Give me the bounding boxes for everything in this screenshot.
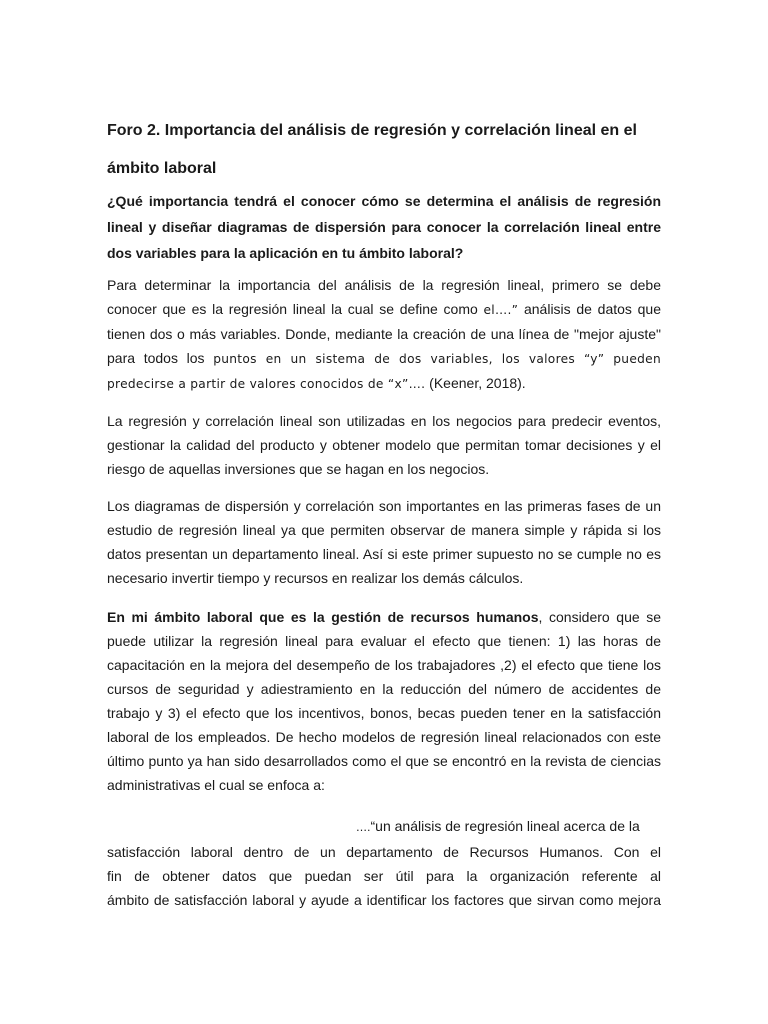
quote-line: ámbito de satisfacción laboral y ayude a identificar los factores que sirvan como mejora	[107, 892, 661, 908]
paragraph-definition-text-b: el….”	[483, 303, 519, 317]
paragraph-definition-text-a: Para determinar la importancia del análisis de la regresión lineal, primero se debe conocer que es la regresión lineal la cual se define como	[107, 277, 661, 317]
quote-body	[107, 840, 661, 912]
paragraph-definition-quote: puntos en un sistema de dos variables, los valores “y” pueden predecirse a partir de valores conocidos de “x”….	[107, 352, 661, 391]
paragraph-scatter-diagrams: Los diagramas de dispersión y correlación son importantes en las primeras fases de un estudio de regresión lineal ya que permiten observar de manera simple y rápida si los datos presentan un departamento lineal. Así si este primer supuesto no se cumple no es necesario invertir tiempo y recursos en realizar los demás cálculos.	[107, 498, 661, 586]
paragraph-definition	[107, 273, 661, 396]
quote-ellipsis: ….	[356, 821, 371, 834]
forum-question: ¿Qué importancia tendrá el conocer cómo se determina el análisis de regresión lineal y diseñar diagramas de dispersión para conocer la correlación lineal entre dos variables para la aplicación en tu ámbito laboral?	[107, 193, 661, 261]
paragraph-business-use: La regresión y correlación lineal son utilizadas en los negocios para predecir eventos, gestionar la calidad del producto y obtener modelo que permitan tomar decisiones y el riesgo de aquellas inversiones que se hagan en los negocios.	[107, 413, 661, 477]
paragraph-hr-application-bold: En mi ámbito laboral que es la gestión de recursos humanos	[107, 609, 539, 625]
quote-lead-text: “un análisis de regresión lineal acerca de la	[370, 818, 640, 834]
paragraph-hr-application-text: , considero que se puede utilizar la regresión lineal para evaluar el efecto que tienen: 1) las horas de capacitación en la mejora del desempeño de los trabajadores ,2) el efecto que tiene los cursos de seguridad y adiestramiento en la reducción del número de accidentes de trabajo y 3) el efecto que los incentivos, bonos, becas pueden tener en la satisfacción laboral de los empleados. De hecho modelos de regresión lineal relacionados con este último punto ya han sido desarrollados como el que se encontró en la revista de ciencias administrativas el cual se enfoca a:	[107, 609, 662, 793]
paragraph-definition-text-c: análisis de datos que tienen dos o más variables. Donde, mediante la creación de una línea de "mejor ajuste" para todos los	[107, 301, 661, 366]
document-title-line-2: ámbito laboral	[107, 160, 217, 177]
quote-line: fin de obtener datos que puedan ser útil para la organización referente al	[107, 868, 661, 884]
paragraph-hr-application	[107, 605, 661, 797]
document-title-line-1: Foro 2. Importancia del análisis de regresión y correlación lineal en el	[107, 122, 637, 139]
quote-line: satisfacción laboral dentro de un departamento de Recursos Humanos. Con el	[107, 844, 661, 860]
quote-lead	[356, 814, 640, 840]
paragraph-definition-citation: (Keener, 2018).	[425, 375, 526, 391]
